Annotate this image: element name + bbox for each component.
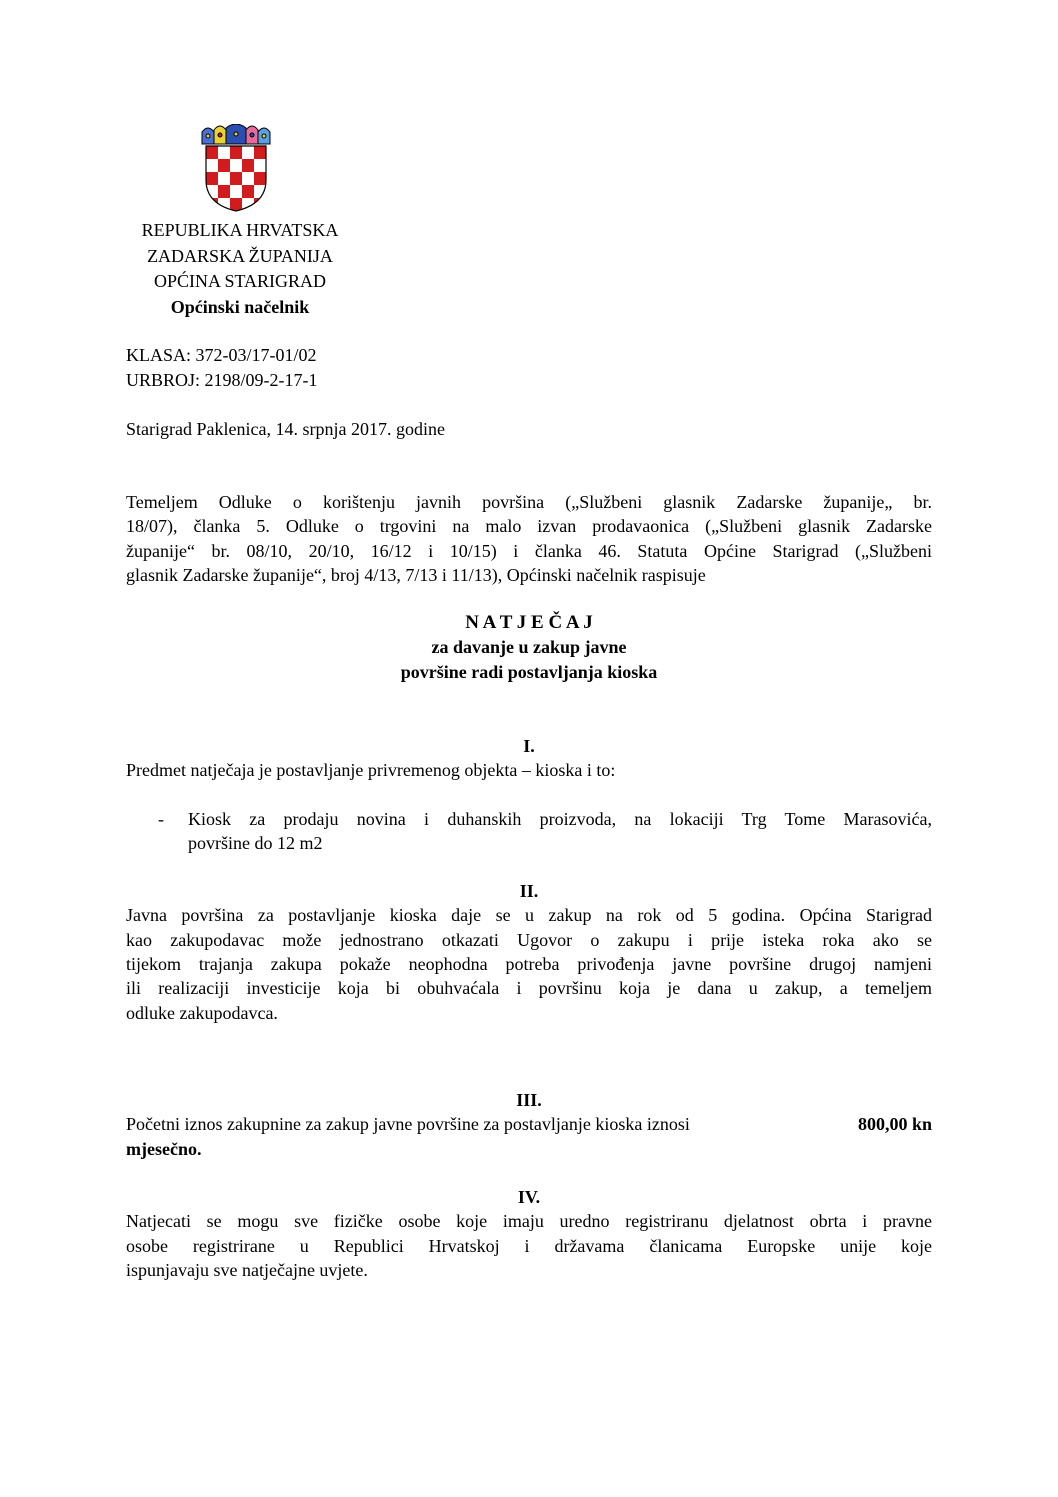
section-heading: I. bbox=[523, 736, 535, 756]
urbroj: URBROJ: 2198/09-2-17-1 bbox=[126, 370, 318, 390]
section-heading: II. bbox=[519, 881, 539, 901]
rent-amount: 800,00 kn bbox=[857, 1114, 932, 1134]
section-heading: IV. bbox=[517, 1187, 541, 1207]
coat-of-arms-icon bbox=[198, 124, 274, 212]
bullet-line: Kiosk za prodaju novina i duhanskih proizvoda, na lokaciji Trg Tome Marasovića, bbox=[188, 809, 932, 829]
intro-line: 18/07), članka 5. Odluke o trgovini na malo izvan prodavaonica („Službeni glasnik Zadarske bbox=[126, 516, 932, 536]
section-heading: III. bbox=[516, 1090, 542, 1110]
section-line: tijekom trajanja zakupa pokaže neophodna potreba privođenja javne površine drugoj namjeni bbox=[126, 954, 932, 974]
intro-line: županije“ br. 08/10, 20/10, 16/12 i 10/15) i članka 46. Statuta Općine Starigrad („Službeni bbox=[126, 541, 932, 561]
section-text: Predmet natječaja je postavljanje privremenog objekta – kioska i to: bbox=[126, 760, 616, 780]
section-line bbox=[126, 1113, 932, 1135]
section-line: ispunjavaju sve natječajne uvjete. bbox=[126, 1260, 368, 1280]
header-mayor: Općinski načelnik bbox=[170, 297, 310, 317]
intro-line: Temeljem Odluke o korištenju javnih površina („Službeni glasnik Zadarske županije„ br. bbox=[126, 492, 932, 512]
section-line: Natjecati se mogu sve fizičke osobe koje imaju uredno registriranu djelatnost obrta i pravne bbox=[126, 1211, 932, 1231]
header-municipality: OPĆINA STARIGRAD bbox=[153, 271, 327, 291]
date-place: Starigrad Paklenica, 14. srpnja 2017. godine bbox=[126, 419, 445, 439]
rent-period: mjesečno. bbox=[126, 1139, 202, 1159]
title-subline: za davanje u zakup javne bbox=[431, 637, 627, 657]
header-republic: REPUBLIKA HRVATSKA bbox=[141, 220, 339, 240]
header-county: ZADARSKA ŽUPANIJA bbox=[147, 246, 333, 266]
klasa: KLASA: 372-03/17-01/02 bbox=[126, 345, 317, 365]
bullet-line: površine do 12 m2 bbox=[188, 833, 323, 853]
section-line: osobe registrirane u Republici Hrvatskoj i državama članicama Europske unije koje bbox=[126, 1236, 932, 1256]
section-line: Javna površina za postavljanje kioska daje se u zakup na rok od 5 godina. Općina Starigrad bbox=[126, 905, 932, 925]
section-line: ili realizaciji investicije koja bi obuhvaćala i površinu koja je dana u zakup, a temeljem bbox=[126, 978, 932, 998]
title-subline: površine radi postavljanja kioska bbox=[400, 662, 658, 682]
rent-text: Početni iznos zakupnine za zakup javne površine za postavljanje kioska iznosi bbox=[126, 1114, 690, 1134]
intro-line: glasnik Zadarske županije“, broj 4/13, 7/13 i 11/13), Općinski načelnik raspisuje bbox=[126, 565, 706, 585]
bullet-mark: - bbox=[158, 809, 164, 829]
section-line: kao zakupodavac može jednostrano otkazati Ugovor o zakupu i prije isteka roka ako se bbox=[126, 930, 932, 950]
title-natjecaj: N A T J E Č A J bbox=[465, 612, 593, 633]
section-line: odluke zakupodavca. bbox=[126, 1003, 278, 1023]
